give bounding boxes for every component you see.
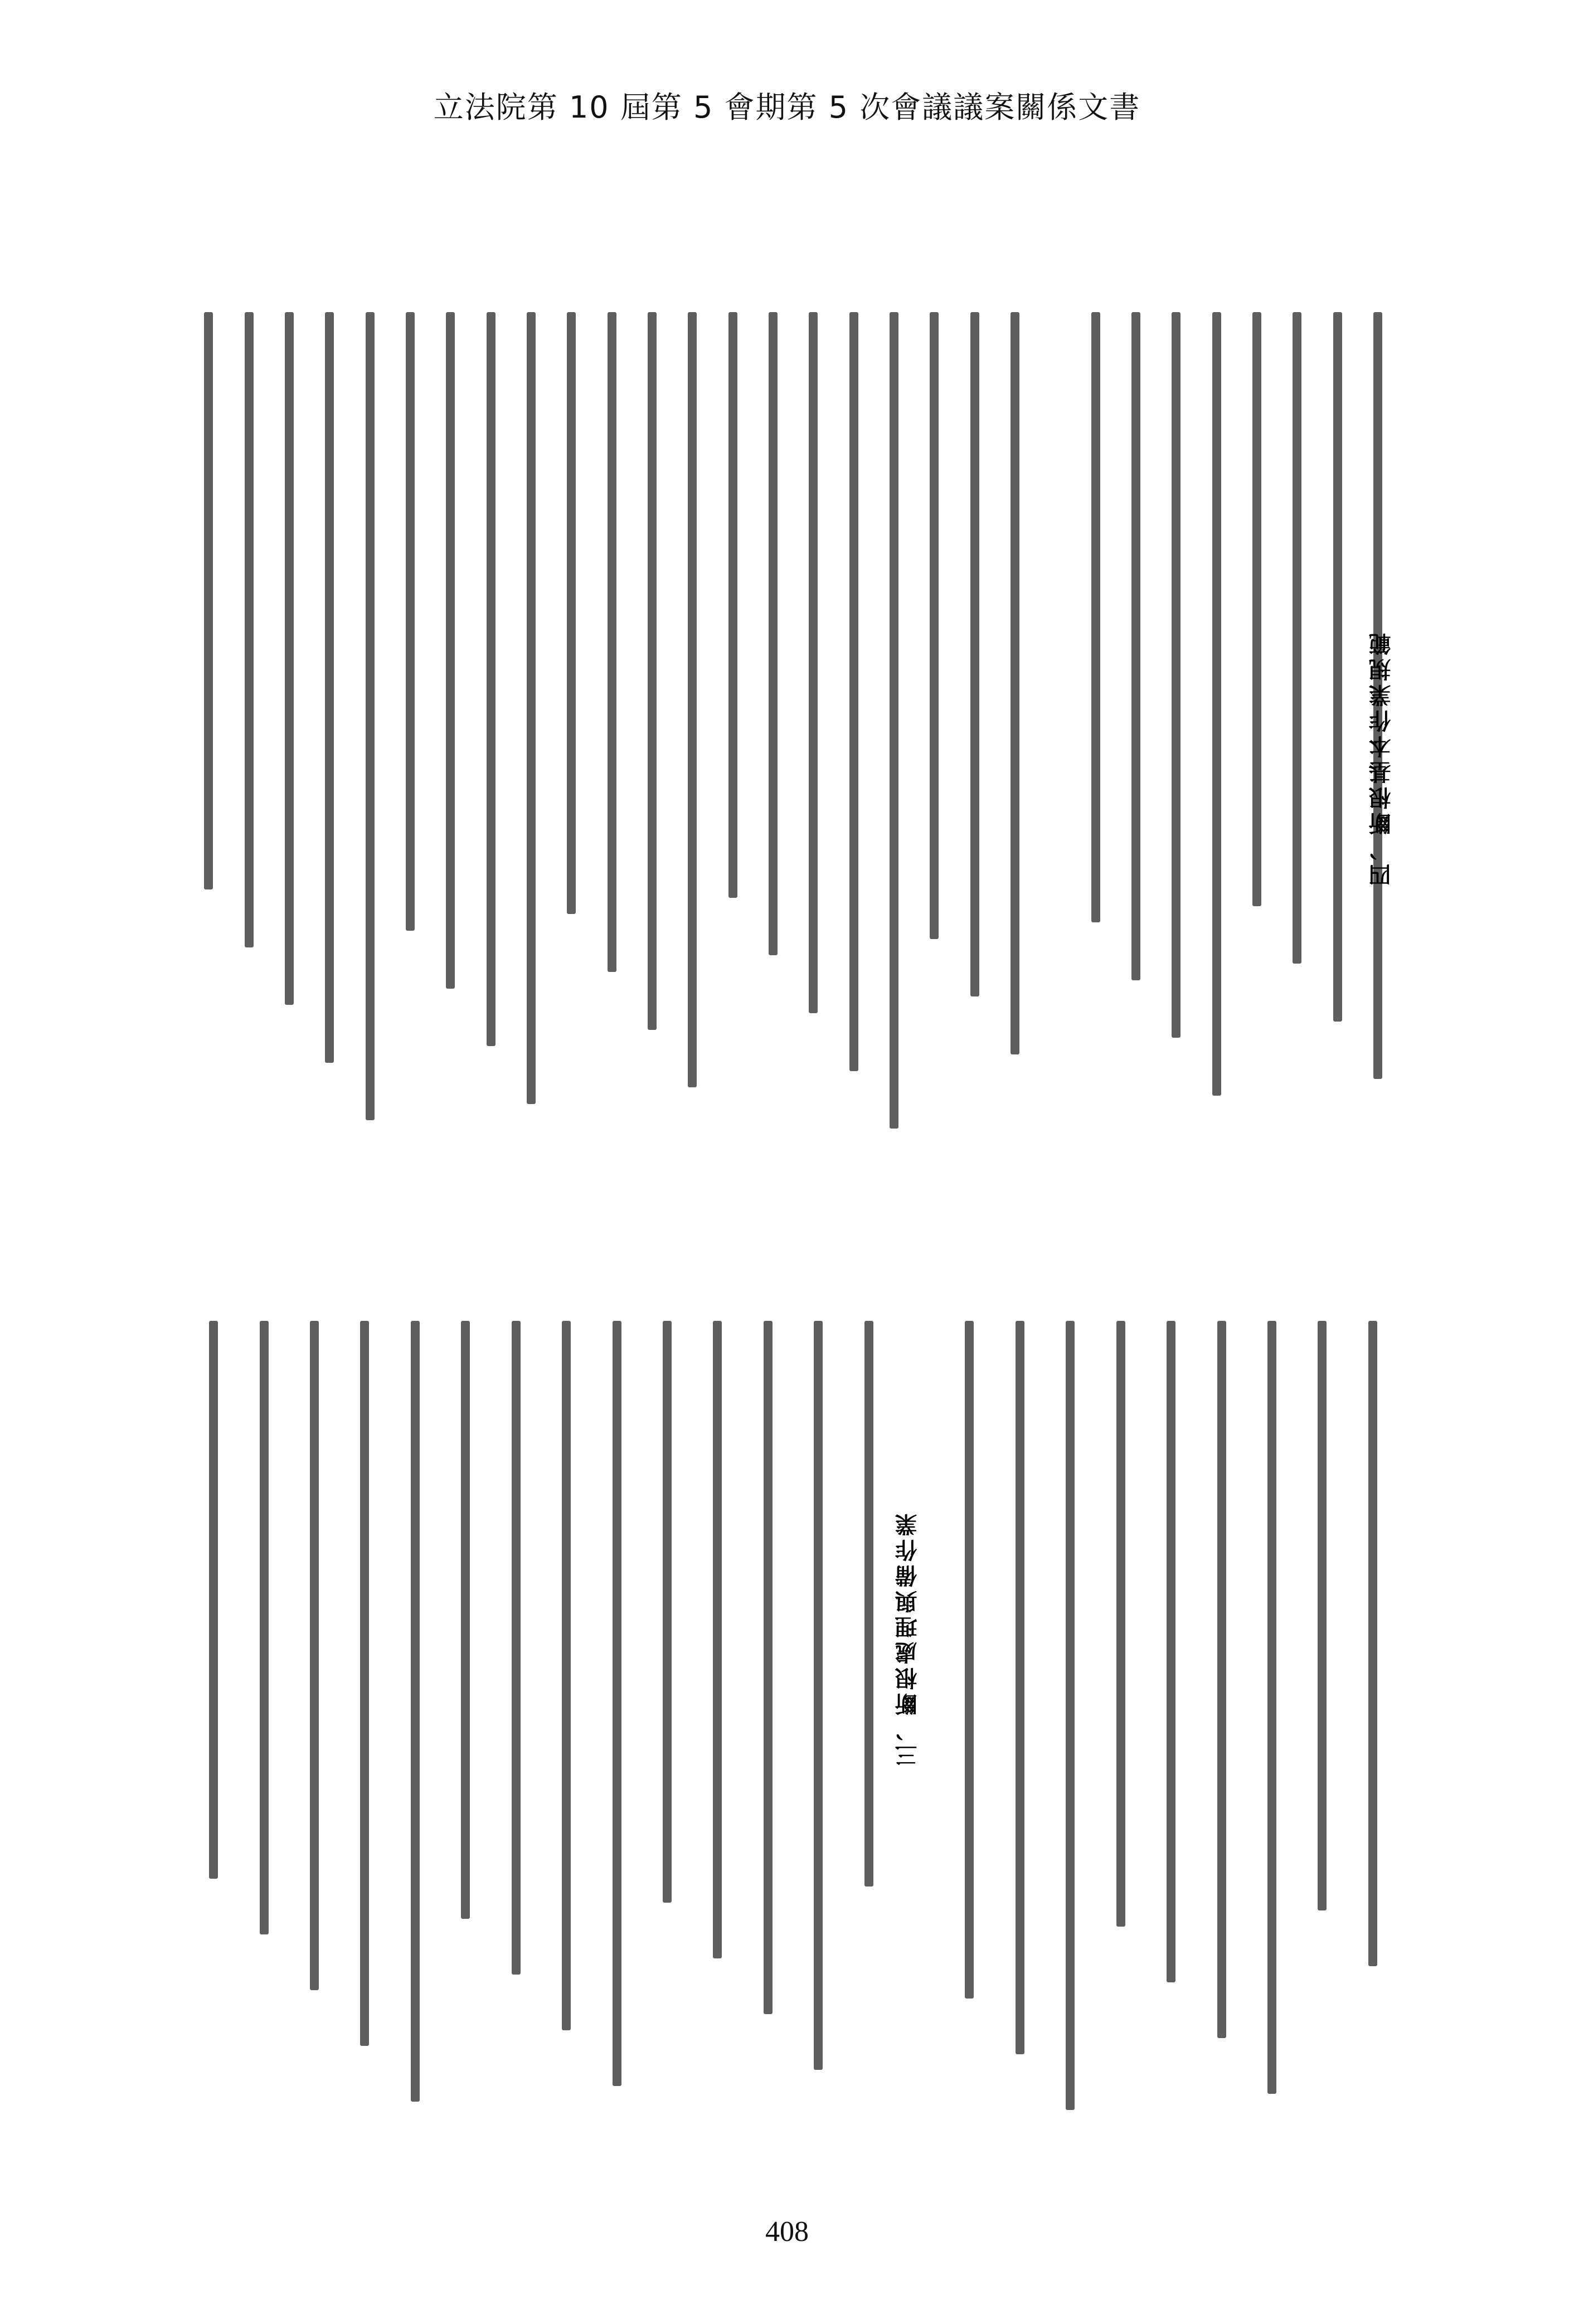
text-line <box>970 312 979 996</box>
text-line <box>814 1321 823 2070</box>
text-line <box>648 312 657 1030</box>
text-line <box>567 312 576 914</box>
text-line <box>1131 312 1140 980</box>
text-line <box>1212 312 1221 1096</box>
text-line <box>965 1321 974 1999</box>
upper-text-column <box>184 312 1393 1148</box>
text-line <box>446 312 455 989</box>
text-line <box>527 312 536 1104</box>
text-line <box>204 312 213 889</box>
text-line <box>1167 1321 1175 1982</box>
text-line <box>764 1321 773 2014</box>
section-heading-3: 三、斷根處理與備作業 <box>895 1510 921 1767</box>
text-line <box>1172 312 1180 1038</box>
text-line <box>688 312 697 1087</box>
text-line <box>260 1321 269 1934</box>
section-heading-4: 四、斷根基本作業規範 <box>1369 630 1395 886</box>
lower-text-column <box>184 1321 1393 2135</box>
text-line <box>608 312 616 972</box>
text-line <box>713 1321 722 1958</box>
text-line <box>728 312 737 898</box>
text-line <box>406 312 415 931</box>
text-line <box>487 312 495 1046</box>
text-line <box>1368 1321 1377 1966</box>
text-line <box>1016 1321 1024 2054</box>
text-line <box>411 1321 420 2102</box>
text-line <box>613 1321 621 2086</box>
text-line <box>1267 1321 1276 2094</box>
document-header: 立法院第 10 屆第 5 會期第 5 次會議議案關係文書 <box>433 90 1141 125</box>
text-line <box>461 1321 470 1919</box>
text-line <box>864 1321 873 1887</box>
text-line <box>1066 1321 1075 2110</box>
text-line <box>366 312 375 1120</box>
text-line <box>849 312 858 1071</box>
text-line <box>663 1321 672 1903</box>
text-line <box>325 312 334 1063</box>
text-line <box>285 312 294 1005</box>
text-line <box>512 1321 521 1975</box>
text-line <box>1217 1321 1226 2038</box>
text-line <box>360 1321 369 2046</box>
text-line <box>809 312 818 1013</box>
text-line <box>1091 312 1100 922</box>
text-line <box>1293 312 1301 964</box>
text-line <box>890 312 898 1129</box>
text-line <box>930 312 939 939</box>
text-line <box>562 1321 571 2030</box>
text-line <box>769 312 778 955</box>
text-line <box>209 1321 218 1879</box>
text-line <box>1318 1321 1327 1910</box>
rotated-body <box>184 279 1393 2162</box>
text-line <box>1333 312 1342 1022</box>
text-line <box>1116 1321 1125 1927</box>
text-line <box>1011 312 1019 1054</box>
page-number: 408 <box>765 2216 809 2248</box>
text-line <box>1252 312 1261 906</box>
text-line <box>245 312 254 947</box>
text-line <box>310 1321 319 1990</box>
